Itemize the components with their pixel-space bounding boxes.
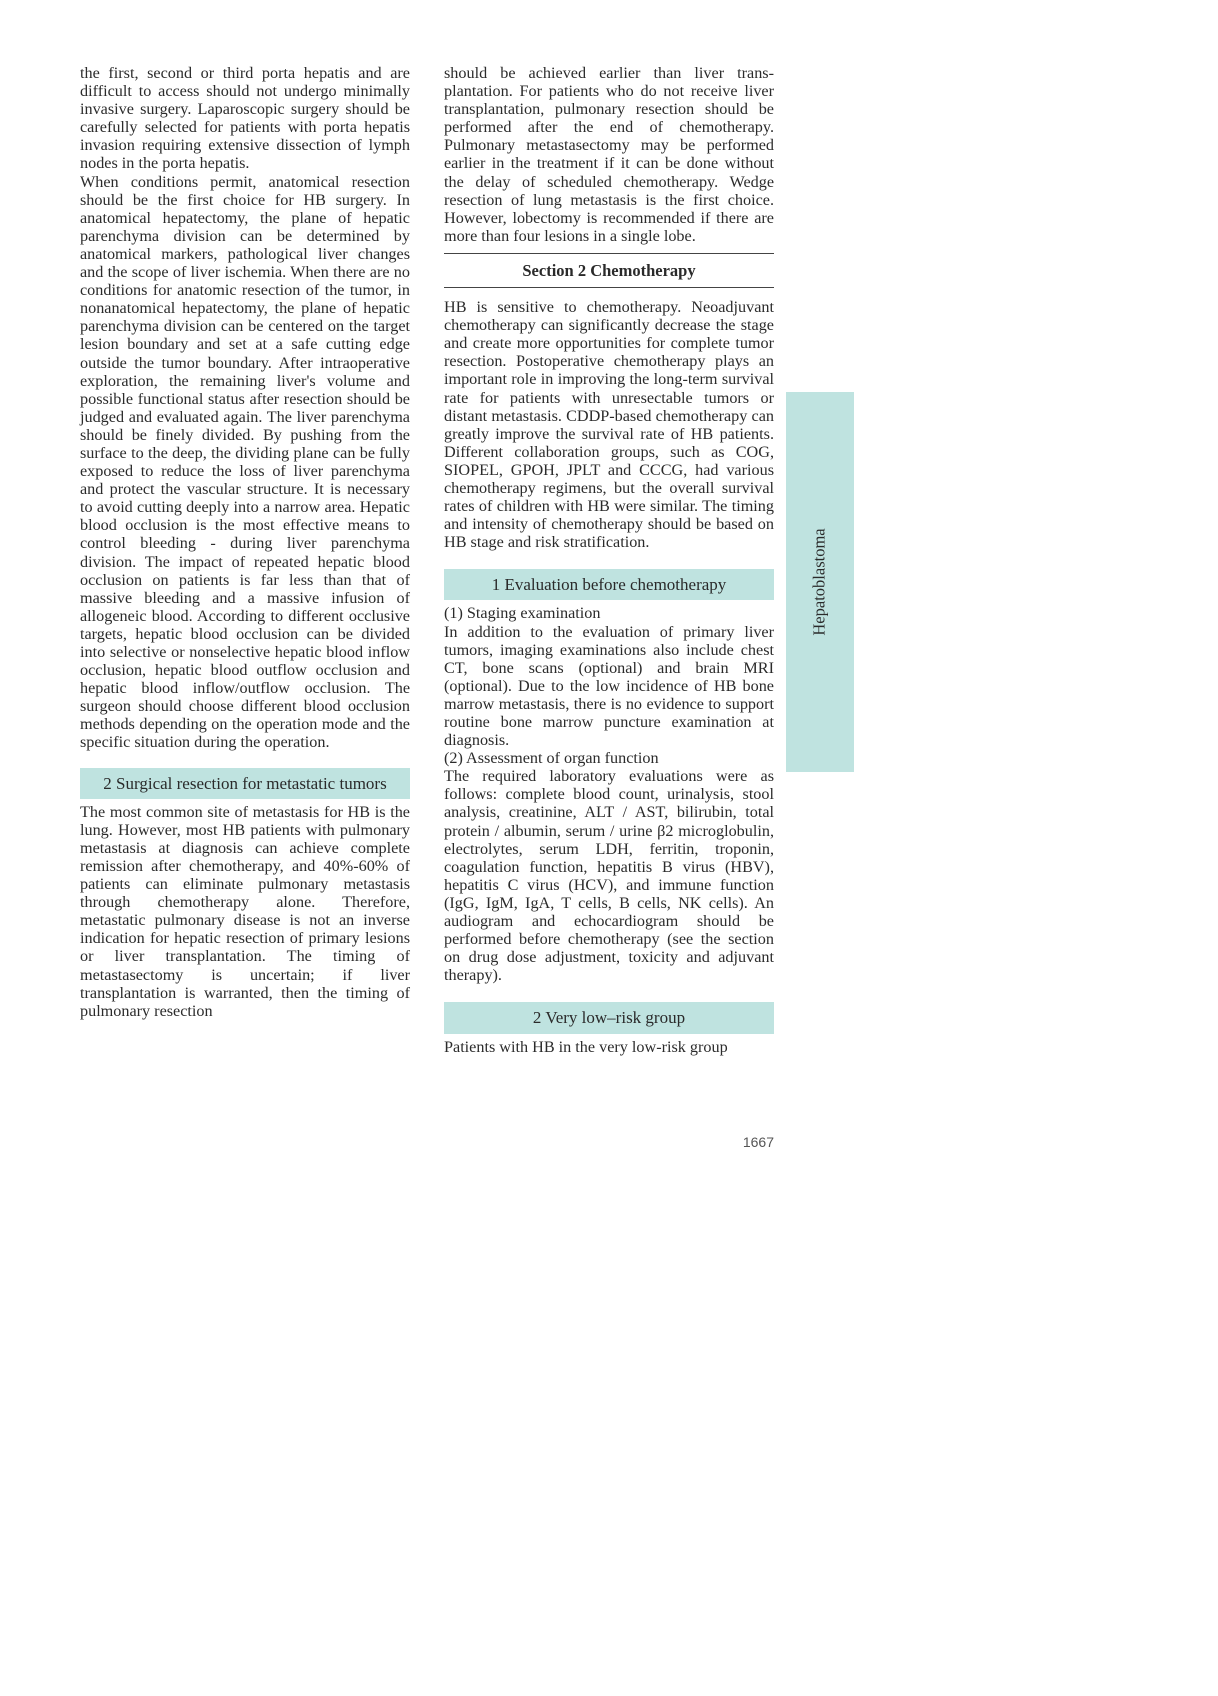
organ-function-label: (2) Assessment of organ function <box>444 749 659 768</box>
body-paragraph: Patients with HB in the very low-risk group <box>444 1037 728 1056</box>
subheading-evaluation: 1 Evaluation before chemotherapy <box>444 569 774 600</box>
body-paragraph: The most common site of metastasis for HB is the lung. However, most HB patients with pulmonary metastasis at diagnosis can achieve complete remission after chemotherapy, and 40%-60% of patients can eliminate pulmonary metastasis through chemotherapy alone. Therefore, metastatic pulmonary disease is not an inverse indication for hepatic resection of primary lesions or liver transplantation. The timing of metastasectomy is uncertain; if liver transplantation is warranted, then the timing of pulmonary resection <box>80 802 410 1020</box>
section-heading-chemotherapy: Section 2 Chemotherapy <box>444 253 774 288</box>
side-tab-label: Hepatoblastoma <box>810 528 829 636</box>
body-paragraph: In addition to the evaluation of primary liver tumors, imaging examinations also include chest CT, bone scans (optional) and brain MRI (optional). Due to the low incidence of HB bone marrow metastasis, there is no evidence to support routine bone marrow puncture examination at diagnosis. <box>444 622 774 750</box>
right-column <box>444 64 774 1056</box>
left-column <box>80 64 410 1020</box>
subheading-very-low-risk: 2 Very low–risk group <box>444 1002 774 1033</box>
subheading-metastatic-resection: 2 Surgical resection for metastatic tumors <box>80 768 410 799</box>
page-number: 1667 <box>742 1134 774 1150</box>
body-paragraph: the first, second or third porta hepatis and are difficult to access should not undergo minimally invasive surgery. Laparoscopic surgery should be carefully selected for patients with porta hepatis invasion requiring extensive dissection of lymph nodes in the porta hepatis. <box>80 64 410 173</box>
body-paragraph: The required laboratory evaluations were as follows: complete blood count, urinalysis, stool analysis, creatinine, ALT / AST, bilirubin, total protein / albumin, serum / urine β2 microglobulin, electrolytes, serum LDH, ferritin, troponin, coagulation function, hepatitis B virus (HBV), hepatitis C virus (HCV), and immune function (IgG, IgM, IgA, T cells, B cells, NK cells). An audiogram and echocardiogram should be performed before chemotherapy (see the section on drug dose adjustment, toxicity and adjuvant therapy). <box>444 767 774 985</box>
body-paragraph: When conditions permit, anatomical resection should be the first choice for HB surgery. In anatomical hepatectomy, the plane of hepatic parenchyma division can be determined by anatomical markers, pathological liver changes and the scope of liver ischemia. When there are no conditions for anatomic resection of the tumor, in nonanatomical hepatectomy, the plane of hepatic parenchyma division can be centered on the target lesion boundary and set at a safe cutting edge outside the tumor boundary. After intraoperative exploration, the remaining liver's volume and possible functional status after resection should be judged and evaluated again. The liver parenchyma should be finely divided. By pushing from the surface to the deep, the dividing plane can be fully exposed to reduce the loss of liver parenchyma and protect the vascular structure. It is necessary to avoid cutting deeply into a narrow area. Hepatic blood occlusion is the most effective means to control bleeding - during liver parenchyma division. The impact of repeated hepatic blood occlusion on patients is far less than that of massive bleeding and a massive infusion of allogeneic blood. According to different occlusive targets, hepatic blood occlusion can be divided into selective or nonselective hepatic blood inflow occlusion, hepatic blood outflow occlusion and hepatic blood inflow/outflow occlusion. The surgeon should choose different blood occlusion methods depending on the operation mode and the specific situation during the operation. <box>80 172 410 752</box>
body-paragraph: should be achieved earlier than liver transplantation. For patients who do not receive liver transplantation, pulmonary resection should be performed after the end of chemotherapy. Pulmonary metastasectomy may be performed earlier in the treatment if it can be done without the delay of scheduled chemotherapy. Wedge resection of lung metastasis is the first choice. However, lobectomy is recommended if there are more than four lesions in a single lobe. <box>444 64 774 245</box>
side-tab <box>786 392 854 772</box>
body-paragraph: HB is sensitive to chemotherapy. Neoadjuvant chemotherapy can significantly decrease the stage and create more opportunities for complete tumor resection. Postoperative chemotherapy plays an important role in improving the long-term survival rate for patients with unresectable tumors or distant metastasis. CDDP-based chemotherapy can greatly improve the survival rate of HB patients. Different collaboration groups, such as COG, SIOPEL, GPOH, JPLT and CCCG, had various chemotherapy regimens, but the overall survival rates of children with HB were similar. The timing and intensity of chemotherapy should be based on HB stage and risk stratification. <box>444 298 774 552</box>
staging-label: (1) Staging examination <box>444 604 601 623</box>
